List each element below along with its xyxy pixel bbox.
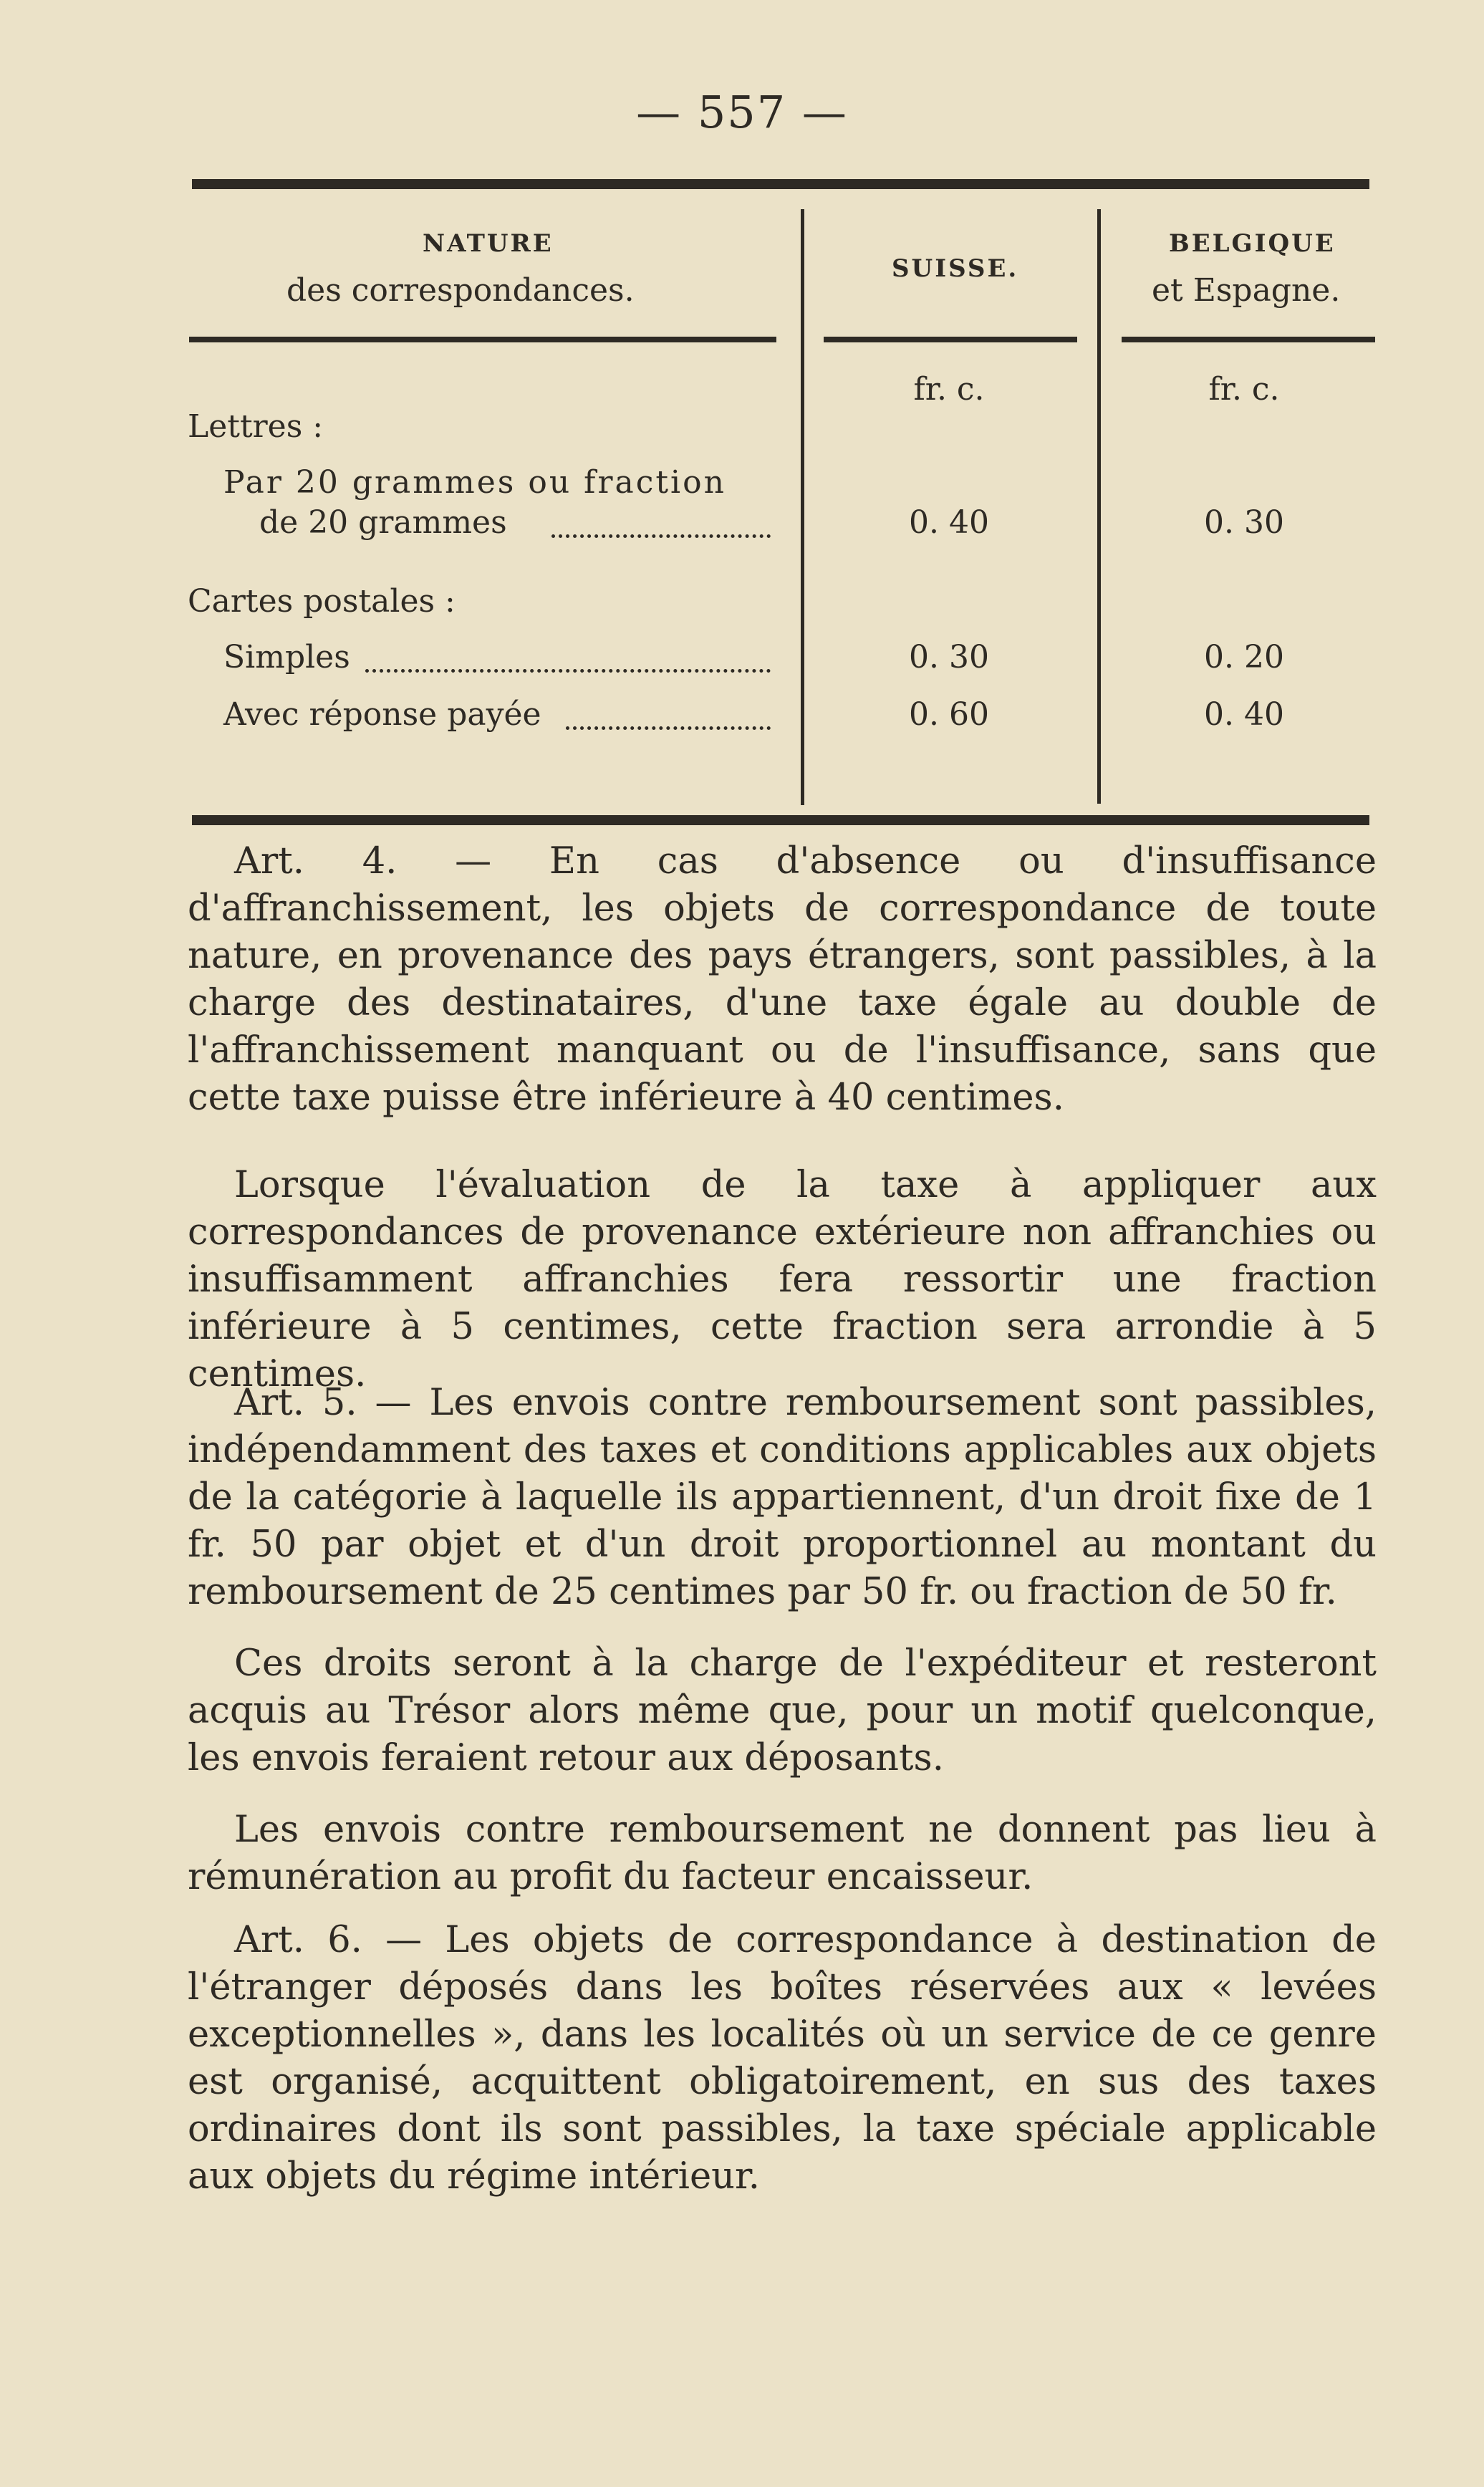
value-suisse: 0. 40	[909, 504, 989, 541]
value-suisse: 0. 30	[909, 639, 989, 675]
table-top-rule	[192, 179, 1369, 189]
header-nature-sub: des correspondances.	[286, 272, 635, 309]
paragraph-art-5: Art. 5. — Les envois contre remboursement sont passibles, indépendamment des taxes et conditions applicables aux objets de la catégorie à laquelle ils appartiennent, d'un droit fixe de 1 fr. 50 par objet et d'un droit proportionnel au montant du remboursement de 25 centimes par 50 fr. ou fraction de 50 fr.	[188, 1382, 1377, 1613]
table-bottom-rule	[192, 815, 1369, 825]
header-underline	[1122, 337, 1375, 342]
paragraph-art-4: Art. 4. — En cas d'absence ou d'insuffisance d'affranchissement, les objets de correspondance de toute nature, en provenance des pays étrangers, sont passibles, à la charge des destinataires, d'une taxe égale au double de l'affranchissement manquant ou de l'insuffisance, sans que cette taxe puisse être inférieure à 40 centimes.	[188, 840, 1377, 1119]
value-suisse: 0. 60	[909, 696, 989, 733]
paragraph: Ces droits seront à la charge de l'expéditeur et resteront acquis au Trésor alors même que, pour un motif quelconque, les envois feraient retour aux déposants.	[188, 1642, 1377, 1779]
column-divider	[801, 209, 804, 805]
row-label: Avec réponse payée	[223, 696, 541, 733]
value-belgique: 0. 20	[1204, 639, 1284, 675]
section-title: Cartes postales :	[188, 583, 456, 620]
value-belgique: 0. 40	[1204, 696, 1284, 733]
header-underline	[189, 337, 776, 342]
dot-leader	[566, 723, 771, 730]
column-divider	[1097, 209, 1101, 804]
header-suisse: SUISSE.	[892, 254, 1019, 283]
dot-leader	[365, 666, 771, 673]
header-belgique: BELGIQUE	[1169, 229, 1336, 258]
header-belgique-sub: et Espagne.	[1152, 272, 1341, 309]
row-label: Simples	[223, 639, 350, 675]
row-label: Par 20 grammes ou fraction	[223, 464, 726, 501]
paragraph: Les envois contre remboursement ne donnent pas lieu à rémunération au profit du facteur encaisseur.	[188, 1809, 1377, 1898]
dot-leader	[551, 531, 771, 538]
header-nature: NATURE	[423, 229, 554, 258]
paragraph: Lorsque l'évaluation de la taxe à appliquer aux correspondances de provenance extérieure non affranchies ou insuffisamment affranchies fera ressortir une fraction inférieure à 5 centimes, cette fraction sera arrondie à 5 centimes.	[188, 1164, 1377, 1395]
section-title: Lettres :	[188, 408, 324, 445]
paragraph-art-6: Art. 6. — Les objets de correspondance à destination de l'étranger déposés dans les boîtes réservées aux « levées exceptionnelles », dans les localités où un service de ce genre est organisé, acquittent obligatoirement, en sus des taxes ordinaires dont ils sont passibles, la taxe spéciale applicable aux objets du régime intérieur.	[188, 1919, 1377, 2198]
value-belgique: 0. 30	[1204, 504, 1284, 541]
unit-belgique: fr. c.	[1208, 371, 1280, 408]
page-number: — 557 —	[636, 86, 848, 138]
unit-suisse: fr. c.	[913, 371, 985, 408]
header-underline	[824, 337, 1077, 342]
row-label: de 20 grammes	[259, 504, 507, 541]
